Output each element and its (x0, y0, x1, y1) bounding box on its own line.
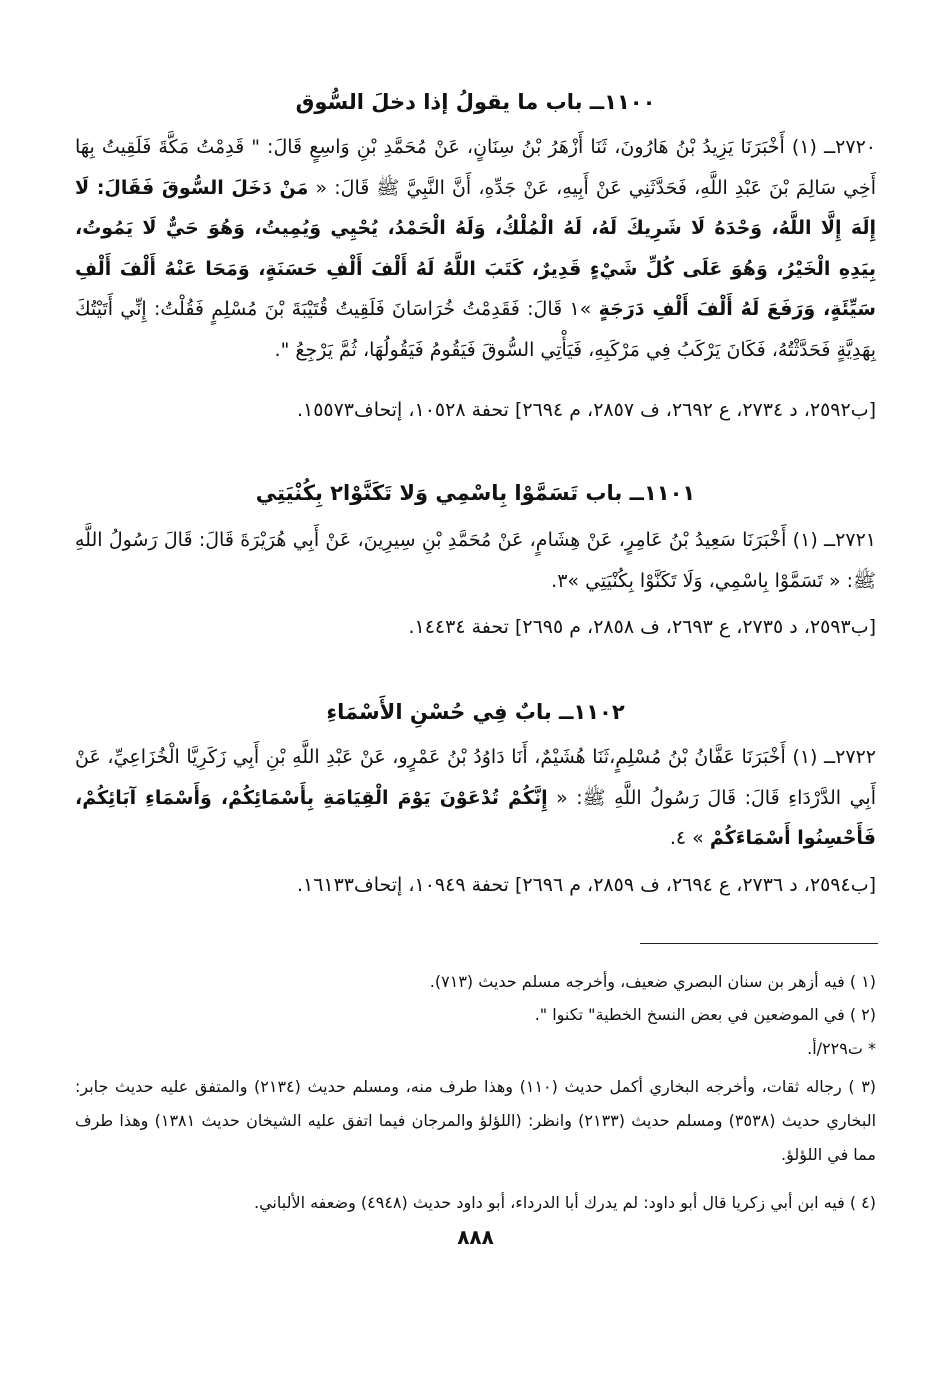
footnote-4: (٤ ) فيه ابن أبي زكريا قال أبو داود: لم يدرك أبا الدرداء، أبو داود حديث (٤٩٤٨) وضعفه الألباني. (253, 1193, 876, 1212)
hadith-2722-matn: إِنَّكُمْ تُدْعَوْنَ يَوْمَ الْقِيَامَةِ بِأَسْمَائِكُمْ، وَأَسْمَاءِ آبَائِكُمْ، فَأَحْسِنُوا أَسْمَاءَكُمْ (75, 786, 876, 849)
hadith-2722-tail: » ٤. (669, 827, 710, 849)
chapter-title-1101: ١١٠١ــ باب تَسَمَّوْا بِاسْمِي وَلا تَكَنَّوْا٢ بِكُنْيَتِي (255, 481, 696, 505)
references-2722: [ب٢٥٩٤، د ٢٧٣٦، ع ٢٦٩٤، ف ٢٨٥٩، م ٢٦٩٦] تحفة ١٠٩٤٩، إتحاف١٦١٣٣. (296, 874, 876, 896)
footnote-1: (١ ) فيه أزهر بن سنان البصري ضعيف، وأخرجه مسلم حديث (٧١٣). (429, 972, 876, 991)
footnote-2: (٢ ) في الموضعين في بعض النسخ الخطية" تكنوا ". (534, 1005, 876, 1024)
hadith-2721 (75, 520, 876, 601)
hadith-2722 (75, 737, 876, 859)
page-number: ٨٨٨ (457, 1225, 494, 1249)
references-2721: [ب٢٥٩٣، د ٢٧٣٥، ع ٢٦٩٣، ف ٢٨٥٨، م ٢٦٩٥] تحفة ١٤٤٣٤. (408, 616, 876, 638)
chapter-title-1100: ١١٠٠ــ باب ما يقولُ إذا دخلَ السُّوق (295, 90, 656, 114)
footnote-star: * ت٢٢٩/أ. (807, 1039, 876, 1058)
references-2720: [ب٢٥٩٢، د ٢٧٣٤، ع ٢٦٩٢، ف ٢٨٥٧، م ٢٦٩٤] تحفة ١٠٥٢٨، إتحاف١٥٥٧٣. (296, 399, 876, 421)
hadith-2720-matn: مَنْ دَخَلَ السُّوقَ فَقَالَ: لَا إِلَهَ إِلَّا اللَّهُ، وَحْدَهُ لَا شَرِيكَ لَهُ، لَهُ الْمُلْكُ، وَلَهُ الْحَمْدُ، يُحْيِي وَيُمِيتُ، وَهُوَ حَيٌّ لَا يَمُوتُ، بِيَدِهِ الْخَيْرُ، وَهُوَ عَلَى كُلِّ شَيْءٍ قَدِيرٌ، كَتَبَ اللَّهُ لَهُ أَلْفَ أَلْفِ حَسَنَةٍ، وَمَحَا عَنْهُ أَلْفَ أَلْفِ سَيِّئَةٍ، وَرَفَعَ لَهُ أَلْفَ أَلْفِ دَرَجَةٍ (75, 176, 876, 320)
hadith-2720 (75, 127, 876, 370)
chapter-title-1102: ١١٠٢ــ بابٌ فِي حُسْنِ الأَسْمَاءِ (326, 700, 625, 724)
hadith-2720-tail: »١ قَالَ: فَقَدِمْتُ خُرَاسَانَ فَلَقِيتُ قُتَيْبَةَ بْنَ مُسْلِمٍ فَقُلْتُ: إِنِّي أَتَيْتُكَ بِهَدِيَّةٍ فَحَدَّثْتُهُ، فَكَانَ يَرْكَبُ فِي مَرْكَبِهِ، فَيَأْتِي السُّوقَ فَيَقُومُ فَيَقُولُهَا، ثُمَّ يَرْجِعُ ". (75, 298, 876, 361)
footnote-divider (640, 943, 878, 944)
hadith-2721-text: ٢٧٢١ــ (١) أَخْبَرَنَا سَعِيدُ بْنُ عَامِرٍ، عَنْ هِشَامٍ، عَنْ مُحَمَّدِ بْنِ سِيرِينَ، عَنْ أَبِي هُرَيْرَةَ قَالَ: قَالَ رَسُولُ اللَّهِ ﷺ: « تَسَمَّوْا بِاسْمِي، وَلَا تَكَنَّوْا بِكُنْيَتِي »٣. (75, 529, 876, 592)
hadith-2720-lead: ٢٧٢٠ــ (١) أَخْبَرَنَا يَزِيدُ بْنُ هَارُونَ، ثَنَا أَزْهَرُ بْنُ سِنَانٍ، عَنْ مُحَمَّدِ بْنِ وَاسِعٍ قَالَ: " قَدِمْتُ مَكَّةَ فَلَقِيتُ بِهَا أَخِي سَالِمَ بْنَ عَبْدِ اللَّهِ، فَحَدَّثَنِي عَنْ أَبِيهِ، عَنْ جَدِّهِ، أَنَّ النَّبِيَّ ﷺ قَالَ: « (75, 136, 877, 199)
footnote-3: (٣ ) رجاله ثقات، وأخرجه البخاري أكمل حديث (١١٠) وهذا طرف منه، ومسلم حديث (٢١٣٤) والمتفق عليه حديث جابر: البخاري حديث (٣٥٣٨) ومسلم حديث (٢١٣٣) وانظر: (اللؤلؤ والمرجان فيما اتفق عليه الشيخان حديث ١٣٨١) وهذا طرف مما في اللؤلؤ. (75, 1077, 877, 1164)
hadith-2722-lead: ٢٧٢٢ــ (١) أَخْبَرَنَا عَفَّانُ بْنُ مُسْلِمٍ،ثَنَا هُشَيْمٌ، أَنَا دَاوُدُ بْنُ عَمْرٍو، عَنْ عَبْدِ اللَّهِ بْنِ أَبِي زَكَرِيَّا الْخُزَاعِيِّ، عَنْ أَبِي الدَّرْدَاءِ قَالَ: قَالَ رَسُولُ اللَّهِ ﷺ: « (75, 746, 876, 809)
